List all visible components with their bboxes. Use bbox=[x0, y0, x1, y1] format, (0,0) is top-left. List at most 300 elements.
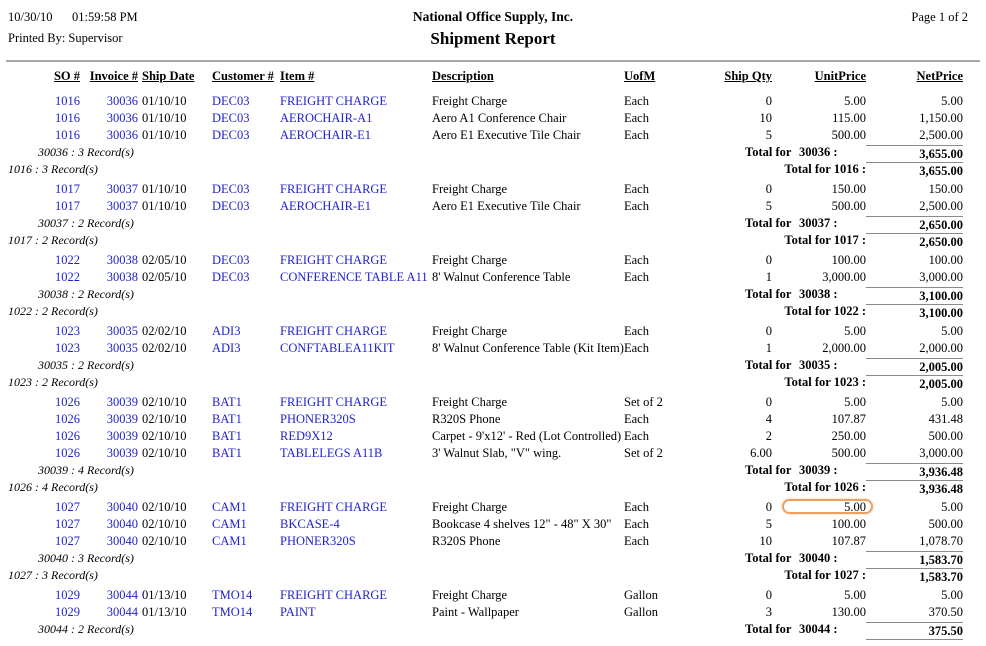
invoice-cell[interactable]: 30035 bbox=[106, 324, 138, 338]
so-cell[interactable]: 1026 bbox=[55, 446, 80, 460]
description-cell: 3' Walnut Slab, "V" wing. bbox=[432, 446, 562, 460]
invoice-cell[interactable]: 30039 bbox=[106, 429, 138, 443]
shipment-row bbox=[0, 394, 963, 411]
so-record-count: 1026 : 4 Record(s) bbox=[8, 480, 98, 494]
column-header-uofm: UofM bbox=[624, 69, 656, 83]
so-total-line bbox=[0, 232, 963, 249]
invoice-total-line bbox=[0, 215, 963, 232]
unit-price-text: 5.00 bbox=[844, 94, 866, 108]
customer-cell[interactable]: BAT1 bbox=[212, 412, 242, 426]
ship-date-cell: 02/10/10 bbox=[142, 446, 187, 460]
so-total-value: 3,655.00 bbox=[866, 162, 963, 179]
description-cell: R320S Phone bbox=[432, 412, 501, 426]
customer-cell[interactable]: DEC03 bbox=[212, 128, 250, 142]
ship-date-cell: 01/13/10 bbox=[142, 605, 187, 619]
invoice-cell[interactable]: 30036 bbox=[106, 111, 138, 125]
net-price-cell: 3,000.00 bbox=[919, 446, 963, 460]
customer-cell[interactable]: ADI3 bbox=[212, 324, 241, 338]
so-cell[interactable]: 1017 bbox=[55, 182, 80, 196]
shipment-row bbox=[0, 198, 963, 215]
so-record-count: 1022 : 2 Record(s) bbox=[8, 304, 98, 318]
unit-price-text: 107.87 bbox=[831, 534, 866, 548]
item-cell[interactable]: FREIGHT CHARGE bbox=[280, 500, 388, 514]
company-name: National Office Supply, Inc. bbox=[412, 9, 574, 24]
item-cell[interactable]: FREIGHT CHARGE bbox=[280, 324, 388, 338]
customer-cell[interactable]: DEC03 bbox=[212, 270, 250, 284]
so-total-label: Total for 1016 : bbox=[784, 162, 866, 176]
invoice-total-number: 30038 : bbox=[799, 287, 838, 301]
uofm-cell: Each bbox=[624, 128, 649, 142]
so-total-label: Total for 1023 : bbox=[784, 375, 866, 389]
net-price-cell: 370.50 bbox=[928, 605, 963, 619]
ship-date-cell: 02/05/10 bbox=[142, 270, 187, 284]
ship-qty-cell: 0 bbox=[765, 94, 772, 108]
shipment-group bbox=[0, 499, 963, 584]
ship-qty-cell: 0 bbox=[765, 500, 772, 514]
invoice-record-count: 30035 : 2 Record(s) bbox=[38, 358, 134, 372]
so-cell[interactable]: 1022 bbox=[55, 270, 80, 284]
so-cell[interactable]: 1027 bbox=[55, 534, 80, 548]
unit-price-text: 115.00 bbox=[832, 111, 866, 125]
shipment-group bbox=[0, 323, 963, 391]
ship-qty-cell: 5 bbox=[765, 199, 772, 213]
invoice-cell[interactable]: 30038 bbox=[106, 253, 138, 267]
ship-date-cell: 02/10/10 bbox=[142, 412, 187, 426]
invoice-cell[interactable]: 30038 bbox=[106, 270, 138, 284]
unit-price-text: 500.00 bbox=[831, 199, 866, 213]
description-cell: Freight Charge bbox=[432, 324, 508, 338]
so-total-line bbox=[0, 479, 963, 496]
so-cell[interactable]: 1023 bbox=[55, 341, 80, 355]
invoice-total-line bbox=[0, 621, 963, 638]
invoice-cell[interactable]: 30040 bbox=[106, 534, 138, 548]
group-rows bbox=[0, 499, 963, 550]
column-header-unit-price: UnitPrice bbox=[814, 69, 866, 83]
unit-price-cell bbox=[772, 604, 866, 621]
so-total-line bbox=[0, 161, 963, 178]
page-number: Page 1 of 2 bbox=[911, 10, 968, 24]
so-cell[interactable]: 1029 bbox=[55, 588, 80, 602]
invoice-cell[interactable]: 30039 bbox=[106, 446, 138, 460]
uofm-cell: Each bbox=[624, 182, 649, 196]
item-cell[interactable]: FREIGHT CHARGE bbox=[280, 182, 388, 196]
net-price-cell: 5.00 bbox=[941, 500, 963, 514]
shipment-table bbox=[0, 68, 963, 641]
item-cell[interactable]: PHONER320S bbox=[280, 412, 356, 426]
item-cell[interactable]: RED9X12 bbox=[280, 429, 333, 443]
ship-qty-cell: 2 bbox=[765, 429, 772, 443]
so-cell[interactable]: 1026 bbox=[55, 395, 80, 409]
description-cell: Freight Charge bbox=[432, 500, 508, 514]
uofm-cell: Each bbox=[624, 199, 649, 213]
invoice-total-label: Total for bbox=[745, 145, 792, 159]
invoice-record-count: 30038 : 2 Record(s) bbox=[38, 287, 134, 301]
ship-date-cell: 01/10/10 bbox=[142, 111, 187, 125]
printed-by: Printed By: Supervisor bbox=[8, 31, 123, 45]
unit-price-text: 100.00 bbox=[831, 253, 866, 267]
customer-cell[interactable]: DEC03 bbox=[212, 199, 250, 213]
ship-date-cell: 01/10/10 bbox=[142, 94, 187, 108]
item-cell[interactable]: PHONER320S bbox=[280, 534, 356, 548]
invoice-total-value: 3,936.48 bbox=[866, 463, 963, 480]
ship-date-cell: 01/13/10 bbox=[142, 588, 187, 602]
invoice-total-label: Total for bbox=[745, 358, 792, 372]
unit-price-cell bbox=[772, 340, 866, 357]
invoice-total-line bbox=[0, 357, 963, 374]
shipment-row bbox=[0, 428, 963, 445]
uofm-cell: Each bbox=[624, 253, 649, 267]
invoice-cell[interactable]: 30039 bbox=[106, 395, 138, 409]
shipment-group bbox=[0, 252, 963, 320]
shipment-row bbox=[0, 252, 963, 269]
invoice-cell[interactable]: 30040 bbox=[106, 517, 138, 531]
shipment-row bbox=[0, 127, 963, 144]
description-cell: Freight Charge bbox=[432, 182, 508, 196]
description-cell: R320S Phone bbox=[432, 534, 501, 548]
unit-price-cell bbox=[772, 323, 866, 340]
uofm-cell: Each bbox=[624, 429, 649, 443]
ship-date-cell: 01/10/10 bbox=[142, 182, 187, 196]
invoice-cell[interactable]: 30044 bbox=[106, 588, 138, 602]
invoice-cell[interactable]: 30037 bbox=[106, 182, 138, 196]
column-header-ship-date: Ship Date bbox=[142, 69, 195, 83]
invoice-total-label: Total for bbox=[745, 622, 792, 636]
ship-date-cell: 02/10/10 bbox=[142, 517, 187, 531]
shipment-row bbox=[0, 411, 963, 428]
ship-qty-cell: 1 bbox=[765, 341, 772, 355]
invoice-total-line bbox=[0, 462, 963, 479]
item-cell[interactable]: AEROCHAIR-E1 bbox=[280, 199, 371, 213]
unit-price-cell bbox=[772, 269, 866, 286]
so-cell[interactable]: 1016 bbox=[55, 128, 80, 142]
shipment-row bbox=[0, 516, 963, 533]
so-total-label: Total for 1022 : bbox=[784, 304, 866, 318]
ship-date-cell: 02/10/10 bbox=[142, 500, 187, 514]
ship-date-cell: 02/10/10 bbox=[142, 534, 187, 548]
shipment-row bbox=[0, 110, 963, 127]
so-record-count: 1027 : 3 Record(s) bbox=[8, 568, 98, 582]
shipment-row bbox=[0, 604, 963, 621]
net-price-cell: 3,000.00 bbox=[919, 270, 963, 284]
report-time: 01:59:58 PM bbox=[72, 10, 138, 24]
unit-price-cell bbox=[772, 445, 866, 462]
description-cell: Freight Charge bbox=[432, 253, 508, 267]
group-rows bbox=[0, 181, 963, 215]
customer-cell[interactable]: ADI3 bbox=[212, 341, 241, 355]
description-cell: Carpet - 9'x12' - Red (Lot Controlled) bbox=[432, 429, 622, 443]
invoice-total-value: 3,655.00 bbox=[866, 145, 963, 162]
unit-price-cell bbox=[772, 533, 866, 550]
ship-qty-cell: 0 bbox=[765, 182, 772, 196]
shipment-row bbox=[0, 587, 963, 604]
highlight-oval bbox=[782, 499, 873, 514]
item-cell[interactable]: TABLELEGS A11B bbox=[280, 446, 383, 460]
report-date: 10/30/10 bbox=[8, 10, 53, 24]
unit-price-cell bbox=[772, 181, 866, 198]
description-cell: 8' Walnut Conference Table (Kit Item) bbox=[432, 341, 624, 355]
uofm-cell: Each bbox=[624, 412, 649, 426]
net-price-cell: 5.00 bbox=[941, 324, 963, 338]
shipment-group bbox=[0, 587, 963, 638]
net-price-cell: 100.00 bbox=[928, 253, 963, 267]
shipment-row bbox=[0, 93, 963, 110]
net-price-cell: 2,000.00 bbox=[919, 341, 963, 355]
item-cell[interactable]: PAINT bbox=[280, 605, 316, 619]
so-total-value: 3,936.48 bbox=[866, 480, 963, 497]
invoice-cell[interactable]: 30039 bbox=[106, 412, 138, 426]
uofm-cell: Each bbox=[624, 341, 649, 355]
invoice-total-number: 30037 : bbox=[799, 216, 838, 230]
invoice-total-label: Total for bbox=[745, 551, 792, 565]
customer-cell[interactable]: BAT1 bbox=[212, 395, 242, 409]
description-cell: Aero A1 Conference Chair bbox=[432, 111, 567, 125]
so-total-value: 2,650.00 bbox=[866, 233, 963, 250]
unit-price-cell bbox=[772, 499, 866, 516]
group-rows bbox=[0, 323, 963, 357]
ship-qty-cell: 0 bbox=[765, 395, 772, 409]
so-cell[interactable]: 1026 bbox=[55, 429, 80, 443]
description-cell: Freight Charge bbox=[432, 588, 508, 602]
invoice-total-label: Total for bbox=[745, 287, 792, 301]
shipment-row bbox=[0, 533, 963, 550]
customer-cell[interactable]: DEC03 bbox=[212, 94, 250, 108]
so-total-label: Total for 1017 : bbox=[784, 233, 866, 247]
ship-date-cell: 02/02/10 bbox=[142, 324, 187, 338]
net-price-cell: 500.00 bbox=[928, 517, 963, 531]
invoice-total-number: 30044 : bbox=[799, 622, 838, 636]
invoice-total-line bbox=[0, 550, 963, 567]
unit-price-text: 250.00 bbox=[831, 429, 866, 443]
net-price-cell: 500.00 bbox=[928, 429, 963, 443]
customer-cell[interactable]: CAM1 bbox=[212, 517, 247, 531]
uofm-cell: Each bbox=[624, 111, 649, 125]
net-price-cell: 431.48 bbox=[928, 412, 963, 426]
unit-price-cell bbox=[772, 516, 866, 533]
description-cell: Aero E1 Executive Tile Chair bbox=[432, 199, 581, 213]
net-price-cell: 2,500.00 bbox=[919, 128, 963, 142]
so-cell[interactable]: 1016 bbox=[55, 94, 80, 108]
customer-cell[interactable]: CAM1 bbox=[212, 500, 247, 514]
item-cell[interactable]: FREIGHT CHARGE bbox=[280, 395, 388, 409]
invoice-cell[interactable]: 30037 bbox=[106, 199, 138, 213]
customer-cell[interactable]: DEC03 bbox=[212, 182, 250, 196]
invoice-cell[interactable]: 30036 bbox=[106, 128, 138, 142]
unit-price-cell bbox=[772, 110, 866, 127]
shipment-row bbox=[0, 269, 963, 286]
ship-qty-cell: 1 bbox=[765, 270, 772, 284]
description-cell: Aero E1 Executive Tile Chair bbox=[432, 128, 581, 142]
shipment-group bbox=[0, 181, 963, 249]
unit-price-cell bbox=[772, 127, 866, 144]
ship-date-cell: 02/05/10 bbox=[142, 253, 187, 267]
customer-cell[interactable]: DEC03 bbox=[212, 111, 250, 125]
unit-price-cell bbox=[772, 587, 866, 604]
invoice-total-number: 30039 : bbox=[799, 463, 838, 477]
ship-date-cell: 01/10/10 bbox=[142, 199, 187, 213]
customer-cell[interactable]: BAT1 bbox=[212, 446, 242, 460]
column-header-so: SO # bbox=[53, 69, 80, 83]
unit-price-text: 3,000.00 bbox=[822, 270, 866, 284]
so-total-label: Total for 1026 : bbox=[784, 480, 866, 494]
net-price-cell: 1,150.00 bbox=[919, 111, 963, 125]
invoice-record-count: 30040 : 3 Record(s) bbox=[38, 551, 134, 565]
unit-price-cell bbox=[772, 93, 866, 110]
invoice-total-number: 30036 : bbox=[799, 145, 838, 159]
item-cell[interactable]: FREIGHT CHARGE bbox=[280, 588, 388, 602]
shipment-row bbox=[0, 340, 963, 357]
group-rows bbox=[0, 394, 963, 462]
column-header-net-price: NetPrice bbox=[916, 69, 963, 83]
invoice-total-line bbox=[0, 286, 963, 303]
uofm-cell: Gallon bbox=[624, 588, 659, 602]
unit-price-cell bbox=[772, 198, 866, 215]
customer-cell[interactable]: DEC03 bbox=[212, 253, 250, 267]
so-record-count: 1016 : 3 Record(s) bbox=[8, 162, 98, 176]
description-cell: Paint - Wallpaper bbox=[432, 605, 519, 619]
so-total-value: 2,005.00 bbox=[866, 375, 963, 392]
uofm-cell: Gallon bbox=[624, 605, 659, 619]
customer-cell[interactable]: BAT1 bbox=[212, 429, 242, 443]
so-cell[interactable]: 1023 bbox=[55, 324, 80, 338]
column-header-customer: Customer # bbox=[212, 69, 274, 83]
unit-price-cell bbox=[772, 252, 866, 269]
so-cell[interactable]: 1016 bbox=[55, 111, 80, 125]
invoice-cell[interactable]: 30044 bbox=[106, 605, 138, 619]
customer-cell[interactable]: TMO14 bbox=[212, 605, 253, 619]
ship-date-cell: 02/10/10 bbox=[142, 395, 187, 409]
invoice-total-value: 2,650.00 bbox=[866, 216, 963, 233]
customer-cell[interactable]: CAM1 bbox=[212, 534, 247, 548]
item-cell[interactable]: FREIGHT CHARGE bbox=[280, 253, 388, 267]
invoice-total-value: 375.50 bbox=[866, 622, 963, 640]
report-title: Shipment Report bbox=[430, 29, 556, 48]
net-price-cell: 5.00 bbox=[941, 588, 963, 602]
unit-price-text: 100.00 bbox=[831, 517, 866, 531]
item-cell[interactable]: AEROCHAIR-E1 bbox=[280, 128, 371, 142]
invoice-record-count: 30037 : 2 Record(s) bbox=[38, 216, 134, 230]
invoice-total-value: 3,100.00 bbox=[866, 287, 963, 304]
unit-price-text: 5.00 bbox=[844, 588, 866, 602]
invoice-record-count: 30036 : 3 Record(s) bbox=[38, 145, 134, 159]
so-record-count: 1023 : 2 Record(s) bbox=[8, 375, 98, 389]
so-cell[interactable]: 1029 bbox=[55, 605, 80, 619]
invoice-cell[interactable]: 30036 bbox=[106, 94, 138, 108]
so-total-value: 3,100.00 bbox=[866, 304, 963, 321]
invoice-record-count: 30039 : 4 Record(s) bbox=[38, 463, 134, 477]
invoice-total-number: 30035 : bbox=[799, 358, 838, 372]
item-cell[interactable]: CONFERENCE TABLE A11 bbox=[280, 270, 428, 284]
header-divider bbox=[6, 60, 980, 62]
net-price-cell: 5.00 bbox=[941, 395, 963, 409]
shipment-row bbox=[0, 181, 963, 198]
unit-price-text: 5.00 bbox=[844, 395, 866, 409]
so-total-line bbox=[0, 303, 963, 320]
ship-qty-cell: 10 bbox=[759, 111, 772, 125]
invoice-cell[interactable]: 30040 bbox=[106, 500, 138, 514]
item-cell[interactable]: FREIGHT CHARGE bbox=[280, 94, 388, 108]
column-header-row bbox=[0, 68, 963, 85]
so-record-count: 1017 : 2 Record(s) bbox=[8, 233, 98, 247]
invoice-total-value: 1,583.70 bbox=[866, 551, 963, 568]
uofm-cell: Each bbox=[624, 270, 649, 284]
so-total-line bbox=[0, 374, 963, 391]
description-cell: 8' Walnut Conference Table bbox=[432, 270, 571, 284]
shipment-group bbox=[0, 93, 963, 178]
so-cell[interactable]: 1022 bbox=[55, 253, 80, 267]
group-rows bbox=[0, 587, 963, 621]
group-rows bbox=[0, 93, 963, 144]
customer-cell[interactable]: TMO14 bbox=[212, 588, 253, 602]
column-header-item: Item # bbox=[280, 69, 315, 83]
unit-price-text: 130.00 bbox=[831, 605, 866, 619]
unit-price-text: 5.00 bbox=[844, 500, 866, 514]
ship-date-cell: 01/10/10 bbox=[142, 128, 187, 142]
unit-price-text: 150.00 bbox=[831, 182, 866, 196]
unit-price-text: 500.00 bbox=[831, 128, 866, 142]
uofm-cell: Each bbox=[624, 324, 649, 338]
so-total-label: Total for 1027 : bbox=[784, 568, 866, 582]
report-body bbox=[0, 93, 963, 638]
so-cell[interactable]: 1027 bbox=[55, 517, 80, 531]
uofm-cell: Each bbox=[624, 534, 649, 548]
ship-qty-cell: 5 bbox=[765, 517, 772, 531]
item-cell[interactable]: CONFTABLEA11KIT bbox=[280, 341, 395, 355]
invoice-total-number: 30040 : bbox=[799, 551, 838, 565]
net-price-cell: 150.00 bbox=[928, 182, 963, 196]
ship-qty-cell: 6.00 bbox=[750, 446, 772, 460]
so-total-line bbox=[0, 567, 963, 584]
net-price-cell: 5.00 bbox=[941, 94, 963, 108]
ship-date-cell: 02/10/10 bbox=[142, 429, 187, 443]
unit-price-text: 5.00 bbox=[844, 324, 866, 338]
so-cell[interactable]: 1027 bbox=[55, 500, 80, 514]
invoice-total-label: Total for bbox=[745, 463, 792, 477]
invoice-record-count: 30044 : 2 Record(s) bbox=[38, 622, 134, 636]
ship-qty-cell: 3 bbox=[765, 605, 772, 619]
uofm-cell: Each bbox=[624, 500, 649, 514]
description-cell: Freight Charge bbox=[432, 395, 508, 409]
unit-price-text: 500.00 bbox=[831, 446, 866, 460]
uofm-cell: Each bbox=[624, 517, 649, 531]
ship-date-cell: 02/02/10 bbox=[142, 341, 187, 355]
unit-price-text: 2,000.00 bbox=[822, 341, 866, 355]
net-price-cell: 2,500.00 bbox=[919, 199, 963, 213]
invoice-total-label: Total for bbox=[745, 216, 792, 230]
group-rows bbox=[0, 252, 963, 286]
invoice-total-line bbox=[0, 144, 963, 161]
ship-qty-cell: 4 bbox=[765, 412, 772, 426]
ship-qty-cell: 0 bbox=[765, 253, 772, 267]
invoice-cell[interactable]: 30035 bbox=[106, 341, 138, 355]
unit-price-cell bbox=[772, 394, 866, 411]
so-cell[interactable]: 1026 bbox=[55, 412, 80, 426]
item-cell[interactable]: AEROCHAIR-A1 bbox=[280, 111, 373, 125]
so-cell[interactable]: 1017 bbox=[55, 199, 80, 213]
unit-price-cell bbox=[772, 411, 866, 428]
shipment-group bbox=[0, 394, 963, 496]
uofm-cell: Set of 2 bbox=[624, 395, 663, 409]
shipment-row bbox=[0, 499, 963, 516]
item-cell[interactable]: BKCASE-4 bbox=[280, 517, 340, 531]
unit-price-cell bbox=[772, 428, 866, 445]
column-header-description: Description bbox=[432, 69, 494, 83]
uofm-cell: Set of 2 bbox=[624, 446, 663, 460]
uofm-cell: Each bbox=[624, 94, 649, 108]
description-cell: Bookcase 4 shelves 12" - 48" X 30" bbox=[432, 517, 612, 531]
shipment-row bbox=[0, 445, 963, 462]
invoice-total-value: 2,005.00 bbox=[866, 358, 963, 375]
so-total-value: 1,583.70 bbox=[866, 568, 963, 585]
